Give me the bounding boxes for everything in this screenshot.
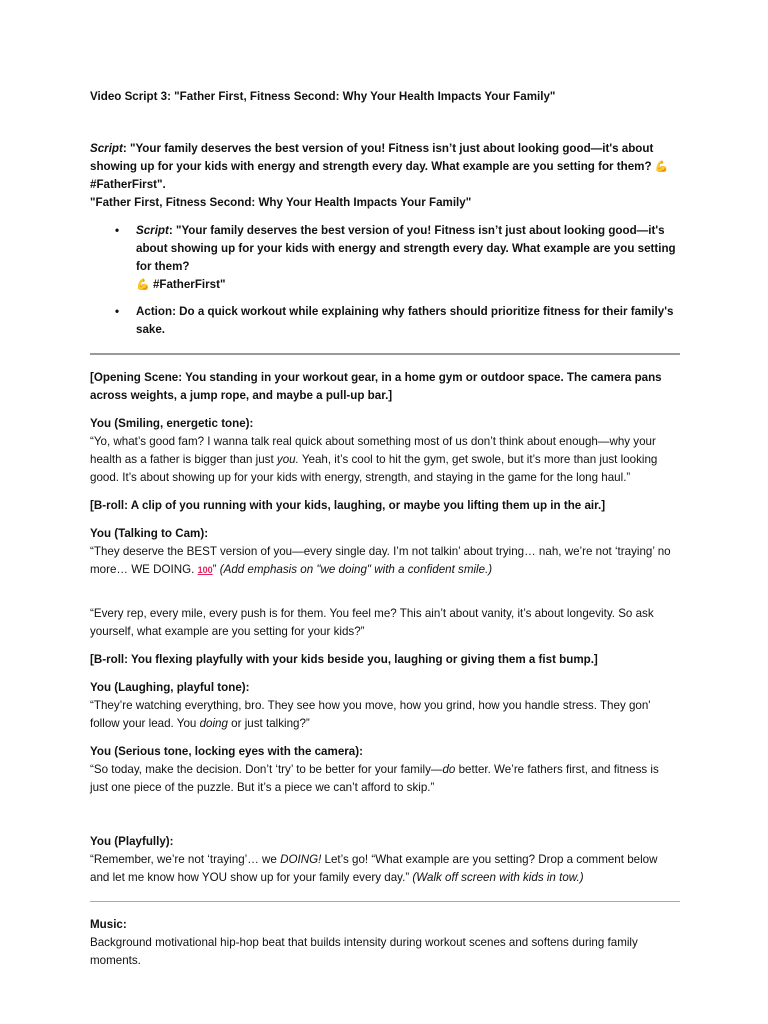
- hundred-points-icon: 100: [197, 565, 213, 575]
- flexed-biceps-icon: 💪: [136, 279, 150, 291]
- speaker-heading: You (Talking to Cam):: [90, 527, 209, 540]
- section-you-smiling: [90, 415, 680, 487]
- speaker-heading: You (Laughing, playful tone):: [90, 681, 250, 694]
- dialogue-text: “So today, make the decision. Don’t ‘try’ to be better for your family—: [90, 763, 443, 776]
- dialogue-text: “Remember, we’re not ‘traying’… we: [90, 853, 281, 866]
- dialogue-text: better. We’re fathers first, and fitness is just one piece of the puzzle. But it’s a piece we can’t afford to skip.”: [90, 763, 659, 794]
- dialogue-text: Yeah, it’s cool to hit the gym, get swole, but it’s more than just looking good. It’s about showing up for your kids with energy, strength, and staying in the game for the long haul.”: [90, 453, 658, 484]
- opening-scene: [Opening Scene: You standing in your workout gear, in a home gym or outdoor space. The camera pans across weights, a jump rope, and maybe a pull-up bar.]: [90, 371, 662, 402]
- section-you-laughing: [90, 679, 680, 733]
- dialogue-line: [90, 433, 680, 487]
- speaker-heading: You (Serious tone, locking eyes with the camera):: [90, 745, 363, 758]
- flexed-biceps-icon: 💪: [654, 161, 669, 173]
- speaker-heading: You (Smiling, energetic tone):: [90, 417, 254, 430]
- section-you-cam: [90, 525, 680, 579]
- bullet-script-label: Script: [136, 224, 169, 237]
- dialogue-text: ”: [212, 563, 217, 576]
- bullet-hashtag: #FatherFirst": [152, 278, 226, 291]
- bullet-script-text: : "Your family deserves the best version of you! Fitness isn’t just about looking good—it's about showing up for your kids with energy and strength every day. What example are you setting for them?: [136, 224, 676, 273]
- intro-title-repeat: "Father First, Fitness Second: Why Your Health Impacts Your Family": [90, 196, 472, 209]
- section-divider: [90, 901, 680, 902]
- document-title: Video Script 3: "Father First, Fitness Second: Why Your Health Impacts Your Family": [90, 90, 556, 103]
- stage-note: (Add emphasis on "we doing" with a confident smile.): [219, 563, 493, 576]
- dialogue-emphasis: do: [442, 763, 456, 776]
- broll-direction: [B-roll: You flexing playfully with your kids beside you, laughing or giving them a fist bump.]: [90, 653, 598, 666]
- section-you-playfully: [90, 833, 680, 887]
- bullet-script: [136, 222, 680, 294]
- speaker-heading: You (Playfully):: [90, 835, 174, 848]
- dialogue-line: [90, 761, 680, 797]
- broll-direction: [B-roll: A clip of you running with your kids, laughing, or maybe you lifting them up in the air.]: [90, 499, 606, 512]
- dialogue-text: or just talking?”: [227, 717, 310, 730]
- dialogue-emphasis: DOING!: [280, 853, 322, 866]
- every-rep-line: “Every rep, every mile, every push is for them. You feel me? This ain’t about vanity, it’s about longevity. So ask yourself, what example are you setting for your kids?”: [90, 607, 654, 638]
- dialogue-line: [90, 851, 680, 887]
- music-text: Background motivational hip-hop beat that builds intensity during workout scenes and softens during family moments.: [90, 936, 638, 967]
- intro-script-paragraph: [90, 140, 680, 212]
- dialogue-text: “Yo, what’s good fam? I wanna talk real quick about something most of us don’t think about enough—why your health as a father is bigger than just: [90, 435, 656, 466]
- section-divider: [90, 353, 680, 355]
- dialogue-line: [90, 697, 680, 733]
- document-page: [90, 88, 680, 970]
- intro-script-text: : "Your family deserves the best version of you! Fitness isn’t just about looking good—it's about showing up for your kids with energy and strength every day. What example are you setting for them?: [90, 142, 654, 173]
- music-heading: Music:: [90, 918, 127, 931]
- script-label: Script: [90, 142, 123, 155]
- bullet-list: [90, 222, 680, 339]
- dialogue-emphasis: doing: [199, 717, 228, 730]
- dialogue-text: “They deserve the BEST version of you—every single day. I’m not talkin’ about trying… nah, we’re not ‘traying’ no more… WE DOING.: [90, 545, 671, 576]
- bullet-action: • Action: Do a quick workout while explaining why fathers should prioritize fitness for their family's sake.: [136, 303, 680, 339]
- stage-note: (Walk off screen with kids in tow.): [412, 871, 584, 884]
- section-music: [90, 916, 680, 970]
- dialogue-emphasis: you.: [276, 453, 299, 466]
- dialogue-line: [90, 543, 680, 579]
- intro-hashtag: #FatherFirst".: [90, 178, 166, 191]
- dialogue-text: “They’re watching everything, bro. They see how you move, how you grind, how you handle stress. They gon' follow your lead. You: [90, 699, 651, 730]
- section-you-serious: [90, 743, 680, 797]
- dialogue-text: Let’s go! “What example are you setting? Drop a comment below and let me know how YOU show up for your family every day.”: [90, 853, 658, 884]
